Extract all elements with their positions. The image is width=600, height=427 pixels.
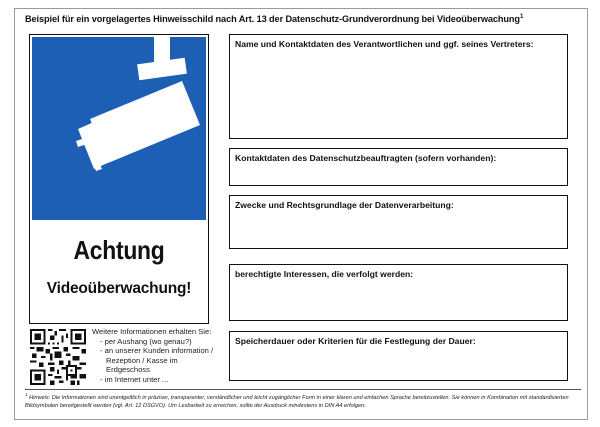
camera-icon (32, 37, 206, 220)
field-retention[interactable] (229, 331, 568, 381)
field-label: Name und Kontaktdaten des Verantwortlichen und ggf. seines Vertreters: (235, 39, 534, 49)
info-line: Rezeption / Kasse im (106, 355, 178, 365)
qr-code-icon (30, 329, 86, 385)
heading-text: Beispiel für ein vorgelagertes Hinweisschild nach Art. 13 der Datenschutz-Grundverordnung bei Videoüberwachung (25, 14, 520, 25)
sign-title: Achtung (73, 235, 165, 265)
info-line: - im Internet unter ... (100, 374, 169, 384)
warning-sign (29, 34, 209, 324)
footnote-text: Hinweis: Die Informationen sind unentgeltlich in präziser, transparenter, verständlicher und leicht zugänglicher Form in einer klaren und einfachen Sprache bereitzustellen. Sie können in Kombination mit standardisierten Bildsymbolen bereitgestellt werden (vgl. Art. 12 DSGVO). Um Lesbarkeit zu erreichen, sollte der Ausdruck mindestens in DIN A4 erfolgen. (25, 394, 569, 409)
info-line: - per Aushang (wo genau?) (100, 336, 192, 346)
further-info (92, 327, 232, 385)
footnote-divider (25, 389, 581, 390)
field-controller[interactable] (229, 34, 568, 139)
field-dpo[interactable] (229, 148, 568, 186)
page-heading (25, 14, 585, 24)
footnote-mark: 1 (25, 392, 28, 397)
sign-sheet (14, 8, 588, 420)
field-label: Zwecke und Rechtsgrundlage der Datenverarbeitung: (235, 200, 454, 210)
sign-pictogram (32, 37, 206, 220)
footnote (25, 391, 581, 410)
heading-footnote-mark: 1 (519, 14, 524, 20)
sign-subtitle: Videoüberwachung! (46, 280, 192, 297)
info-line: - an unserer Kunden information / (100, 346, 214, 356)
field-interests[interactable] (229, 264, 568, 321)
field-label: Speicherdauer oder Kriterien für die Festlegung der Dauer: (235, 336, 476, 346)
info-line: Weitere Informationen erhalten Sie: (92, 327, 212, 336)
field-label: berechtigte Interessen, die verfolgt werden: (235, 269, 414, 279)
field-label: Kontaktdaten des Datenschutzbeauftragten (sofern vorhanden): (235, 153, 497, 163)
info-line: Erdgeschoss (106, 365, 150, 375)
field-purpose[interactable] (229, 195, 568, 249)
